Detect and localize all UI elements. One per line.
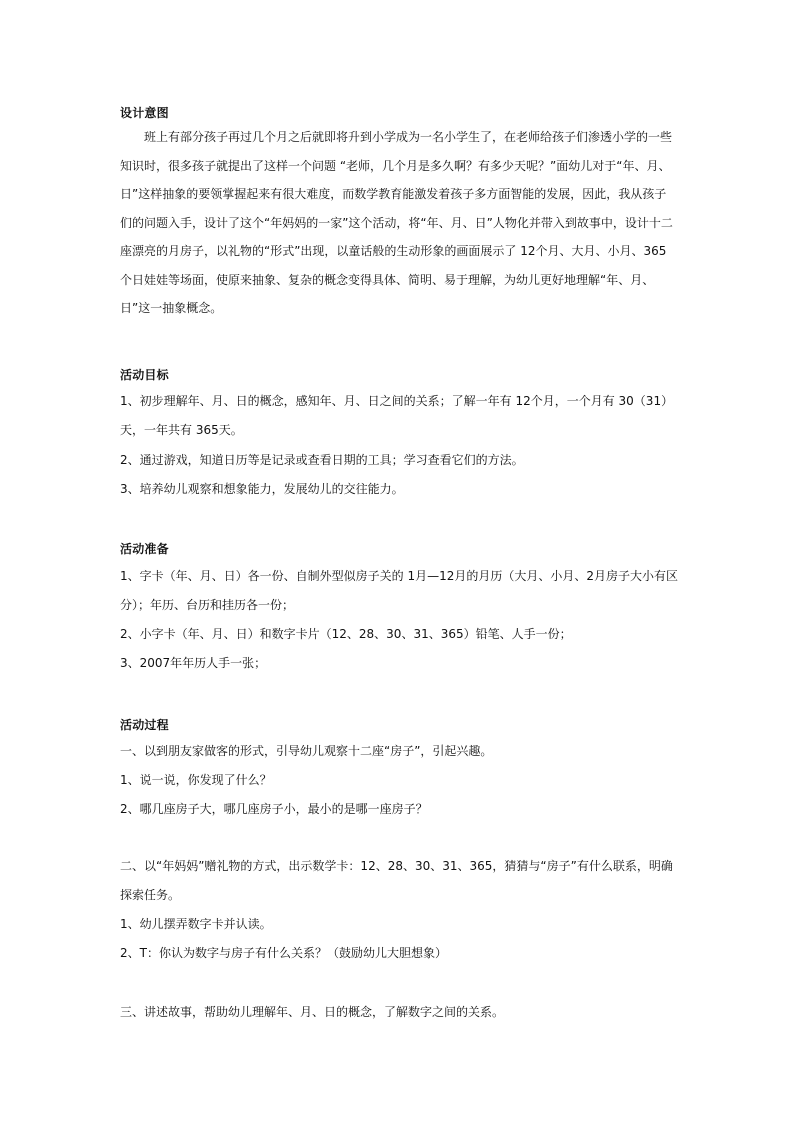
activity-prep-title: 活动准备: [120, 542, 169, 556]
prep-item-1: 1、字卡（年、月、日）各一份、自制外型似房子关的 1月—12月的月历（大月、小月、2月房子大小有区分）；年历、台历和挂历各一份；: [120, 569, 678, 612]
process-part1-item-2: 2、哪几座房子大，哪几座房子小，最小的是哪一座房子？: [120, 802, 428, 816]
design-intent-title: 设计意图: [120, 106, 169, 120]
goal-item-2: 2、通过游戏，知道日历等是记录或查看日期的工具；学习查看它们的方法。: [120, 453, 524, 467]
process-part1-item-1: 1、说一说，你发现了什么？: [120, 773, 272, 787]
activity-goals-title: 活动目标: [120, 368, 169, 382]
process-part2-item-1: 1、幼儿摆弄数字卡并认读。: [120, 917, 272, 931]
activity-process-title: 活动过程: [120, 718, 169, 732]
process-part2-item-2: 2、T：你认为数字与房子有什么关系？（鼓励幼儿大胆想象）: [120, 946, 447, 960]
prep-item-2: 2、小字卡（年、月、日）和数字卡片（12、28、30、31、365）铅笔、人手一份；: [120, 627, 572, 641]
process-part2-heading: 二、以“年妈妈”赠礼物的方式，出示数学卡：12、28、30、31、365，猜猜与“房子”有什么联系，明确探索任务。: [120, 859, 673, 902]
process-part3-heading: 三、讲述故事，帮助幼儿理解年、月、日的概念，了解数字之间的关系。: [120, 1005, 505, 1019]
goal-item-3: 3、培养幼儿观察和想象能力，发展幼儿的交往能力。: [120, 482, 404, 496]
design-intent-paragraph: 班上有部分孩子再过几个月之后就即将升到小学成为一名小学生了，在老师给孩子们渗透小学的一些知识时，很多孩子就提出了这样一个问题 “老师，几个月是多久啊？有多少天呢？”面幼儿对于“年、月、日”这样抽象的要领掌握起来有很大难度，而数学教育能激发着孩子多方面智能的发展，因此，我从孩子们的问题入手，设计了这个“年妈妈的一家”这个活动，将“年、月、日”人物化并带入到故事中，设计十二座漂亮的月房子，以礼物的“形式”出现，以童话般的生动形象的画面展示了 12个月、大月、小月、365个日娃娃等场面，使原来抽象、复杂的概念变得具体、简明、易于理解，为幼儿更好地理解“年、月、日”这一抽象概念。: [120, 130, 673, 315]
prep-item-3: 3、2007年年历人手一张；: [120, 656, 267, 670]
process-part1-heading: 一、以到朋友家做客的形式，引导幼儿观察十二座“房子”，引起兴趣。: [120, 744, 493, 758]
goal-item-1: 1、初步理解年、月、日的概念，感知年、月、日之间的关系；了解一年有 12个月，一个月有 30（31）天，一年共有 365天。: [120, 394, 674, 437]
